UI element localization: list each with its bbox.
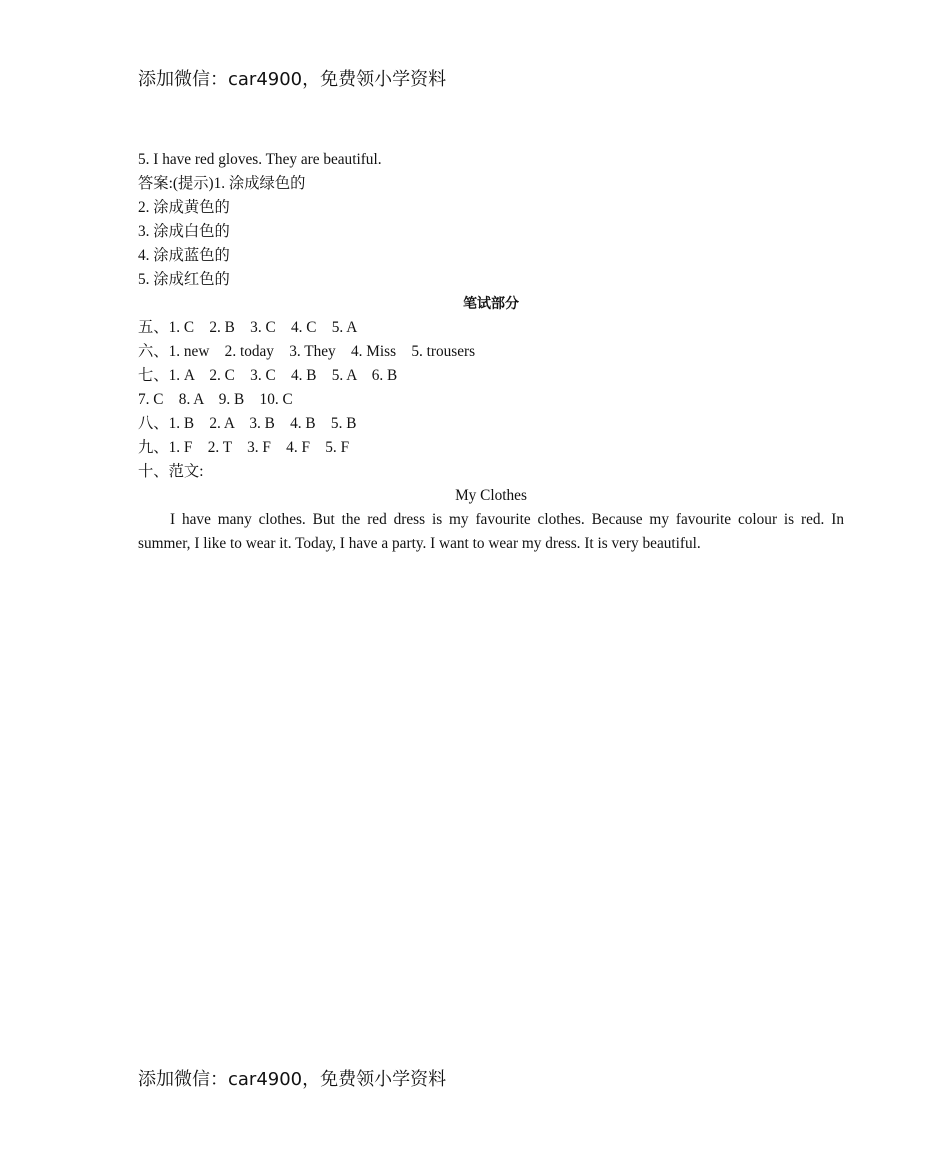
written-answer-line: 六、1. new 2. today 3. They 4. Miss 5. trousers [138, 343, 476, 360]
essay-label: 十、范文: [138, 463, 204, 480]
written-answer-line: 7. C 8. A 9. B 10. C [138, 391, 293, 408]
essay-title: My Clothes [455, 487, 527, 504]
written-answer-line: 七、1. A 2. C 3. C 4. B 5. A 6. B [138, 367, 398, 384]
written-answer-line: 五、1. C 2. B 3. C 4. C 5. A [138, 319, 358, 336]
header-watermark-note: 添加微信：car4900，免费领小学资料 [138, 69, 447, 90]
answer-line: 3. 涂成白色的 [138, 223, 230, 240]
listening-item-5: 5. I have red gloves. They are beautiful. [138, 151, 382, 168]
answer-intro: 答案:(提示)1. 涂成绿色的 [138, 175, 306, 192]
essay-body: I have many clothes. But the red dress is my favourite clothes. Because my favourite colour is red. In summer, I like to wear it. Today, I have a party. I want to wear my dress. It is very beautiful. [138, 511, 844, 552]
written-answer-line: 八、1. B 2. A 3. B 4. B 5. B [138, 415, 357, 432]
written-section-title: 笔试部分 [463, 296, 519, 312]
written-answer-line: 九、1. F 2. T 3. F 4. F 5. F [138, 439, 350, 456]
answer-line: 4. 涂成蓝色的 [138, 247, 230, 264]
answer-line: 5. 涂成红色的 [138, 271, 230, 288]
answer-line: 2. 涂成黄色的 [138, 199, 230, 216]
answer-key-body [138, 148, 844, 556]
footer-watermark-note: 添加微信：car4900，免费领小学资料 [138, 1069, 447, 1090]
